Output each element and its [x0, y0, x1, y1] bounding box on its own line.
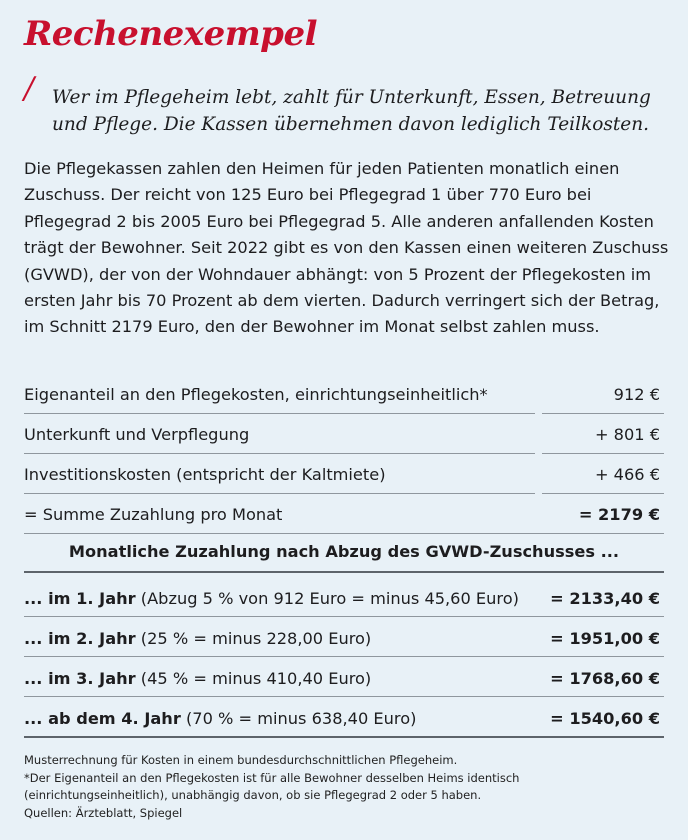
- year-label-detail: (Abzug 5 % von 912 Euro = minus 45,60 Euro): [135, 589, 519, 608]
- cost-value: 912 €: [613, 385, 660, 404]
- year-label: [24, 669, 371, 688]
- year-label: [24, 589, 519, 608]
- cost-value: + 801 €: [594, 425, 660, 444]
- year-label-bold: ... im 2. Jahr: [24, 629, 136, 648]
- year-row-2: [24, 617, 664, 657]
- cost-row-sum: [24, 494, 664, 534]
- year-label-detail: (70 % = minus 638,40 Euro): [180, 709, 417, 728]
- cost-value: + 466 €: [594, 465, 660, 484]
- body-text: Die Pflegekassen zahlen den Heimen für jeden Patienten monatlich einen Zuschuss. Der reicht von 125 Euro bei Pflegegrad 1 über 770 Euro bei Pflegegrad 2 bis 2005 Euro bei Pflegegrad 5. Alle anderen anfallenden Kosten trägt der Bewohner. Seit 2022 gibt es von den Kassen einen weiteren Zuschuss (GVWD), der von der Wohndauer abhängt: von 5 Prozent der Pflegekosten im ersten Jahr bis 70 Prozent ab dem vierten. Dadurch verringert sich der Betrag, im Schnitt 2179 Euro, den der Bewohner im Monat selbst zahlen muss.: [24, 159, 669, 337]
- cost-label: Eigenanteil an den Pflegekosten, einrichtungseinheitlich*: [24, 385, 488, 404]
- footnote: (einrichtungseinheitlich), unabhängig davon, ob sie Pflegegrad 2 oder 5 haben.: [24, 788, 482, 802]
- year-value: = 1768,60 €: [550, 669, 660, 688]
- cost-sum-value: = 2179 €: [578, 505, 660, 524]
- year-value: = 2133,40 €: [550, 589, 660, 608]
- row-divider: [24, 533, 664, 534]
- cost-label: Unterkunft und Verpflegung: [24, 425, 250, 444]
- year-label-detail: (25 % = minus 228,00 Euro): [135, 629, 372, 648]
- year-row-1: [24, 577, 664, 617]
- cost-label: = Summe Zuzahlung pro Monat: [24, 505, 283, 524]
- year-label-bold: ... im 3. Jahr: [24, 669, 136, 688]
- table-bottom-divider: [24, 736, 664, 738]
- footnotes: [24, 752, 664, 822]
- year-label-bold: ... im 1. Jahr: [24, 589, 136, 608]
- cost-row-investment: [24, 454, 664, 494]
- cost-label: Investitionskosten (entspricht der Kaltmiete): [24, 465, 386, 484]
- year-row-4: [24, 697, 664, 737]
- cost-table: [24, 374, 664, 534]
- cost-row-accommodation: [24, 414, 664, 454]
- year-label-bold: ... ab dem 4. Jahr: [24, 709, 181, 728]
- lead-text: Wer im Pflegeheim lebt, zahlt für Unterkunft, Essen, Betreuung und Pflege. Die Kassen übernehmen davon lediglich Teilkosten.: [52, 87, 651, 135]
- subheading: Monatliche Zuzahlung nach Abzug des GVWD-Zuschusses ...: [68, 542, 620, 561]
- year-label: [24, 629, 371, 648]
- year-value: = 1540,60 €: [550, 709, 660, 728]
- year-value: = 1951,00 €: [550, 629, 660, 648]
- year-row-3: [24, 657, 664, 697]
- footnote: *Der Eigenanteil an den Pflegekosten ist für alle Bewohner desselben Heims identisch: [24, 770, 520, 785]
- lead-marker-icon: /: [24, 71, 35, 106]
- sources: Quellen: Ärzteblatt, Spiegel: [24, 805, 183, 820]
- year-label: [24, 709, 416, 728]
- page-title: Rechenexempel: [24, 14, 317, 54]
- subheading-divider: [24, 571, 664, 573]
- year-label-detail: (45 % = minus 410,40 Euro): [135, 669, 372, 688]
- cost-row-care: [24, 374, 664, 414]
- footnote: Musterrechnung für Kosten in einem bundesdurchschnittlichen Pflegeheim.: [24, 753, 458, 767]
